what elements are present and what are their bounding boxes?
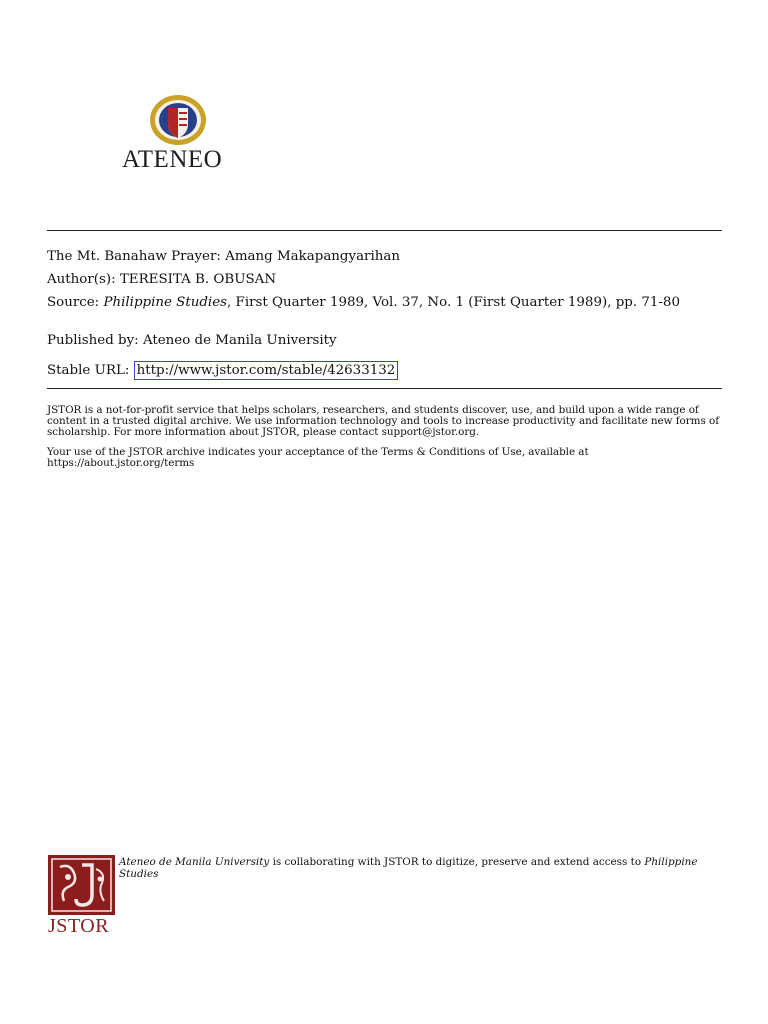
- collaboration-statement: [119, 856, 719, 880]
- terms-notice-paragraph: Your use of the JSTOR archive indicates your acceptance of the Terms & Conditions of Use, available at https://about.jstor.org/terms: [47, 446, 589, 469]
- source-line: [47, 295, 719, 310]
- publisher-name: Ateneo de Manila University: [142, 333, 337, 348]
- stable-url-link[interactable]: http://www.jstor.com/stable/42633132: [134, 361, 399, 380]
- author-line: [47, 272, 719, 287]
- publisher-line: [47, 333, 719, 348]
- collab-institution: Ateneo de Manila University: [119, 856, 270, 868]
- top-divider: [47, 230, 722, 231]
- middle-divider: [47, 388, 722, 389]
- publisher-label: Published by:: [47, 333, 139, 348]
- jstor-logo-icon: [48, 855, 115, 915]
- ateneo-seal-icon: [148, 94, 208, 146]
- article-title: The Mt. Banahaw Prayer: Amang Makapangyarihan: [47, 249, 400, 264]
- ateneo-wordmark: ATENEO: [122, 146, 223, 173]
- author-name: TERESITA B. OBUSAN: [119, 272, 277, 287]
- jstor-notice-paragraph: JSTOR is a not-for-profit service that helps scholars, researchers, and students discover, use, and build upon a wide range of content in a trusted digital archive. We use information technology and tools to increase productivity and facilitate new forms of scholarship. For more information about JSTOR, please contact support@jstor.org.: [47, 404, 720, 438]
- source-label: Source:: [47, 295, 100, 310]
- source-details: , First Quarter 1989, Vol. 37, No. 1 (First Quarter 1989), pp. 71-80: [227, 295, 680, 310]
- author-label: Author(s):: [47, 272, 116, 287]
- jstor-wordmark: JSTOR: [48, 915, 110, 937]
- stable-url-label: Stable URL:: [47, 363, 130, 378]
- source-journal: Philippine Studies: [103, 295, 228, 310]
- collab-journal: Philippine Studies: [119, 856, 698, 880]
- stable-url-line: [47, 361, 719, 380]
- collab-text: is collaborating with JSTOR to digitize, preserve and extend access to: [269, 856, 645, 868]
